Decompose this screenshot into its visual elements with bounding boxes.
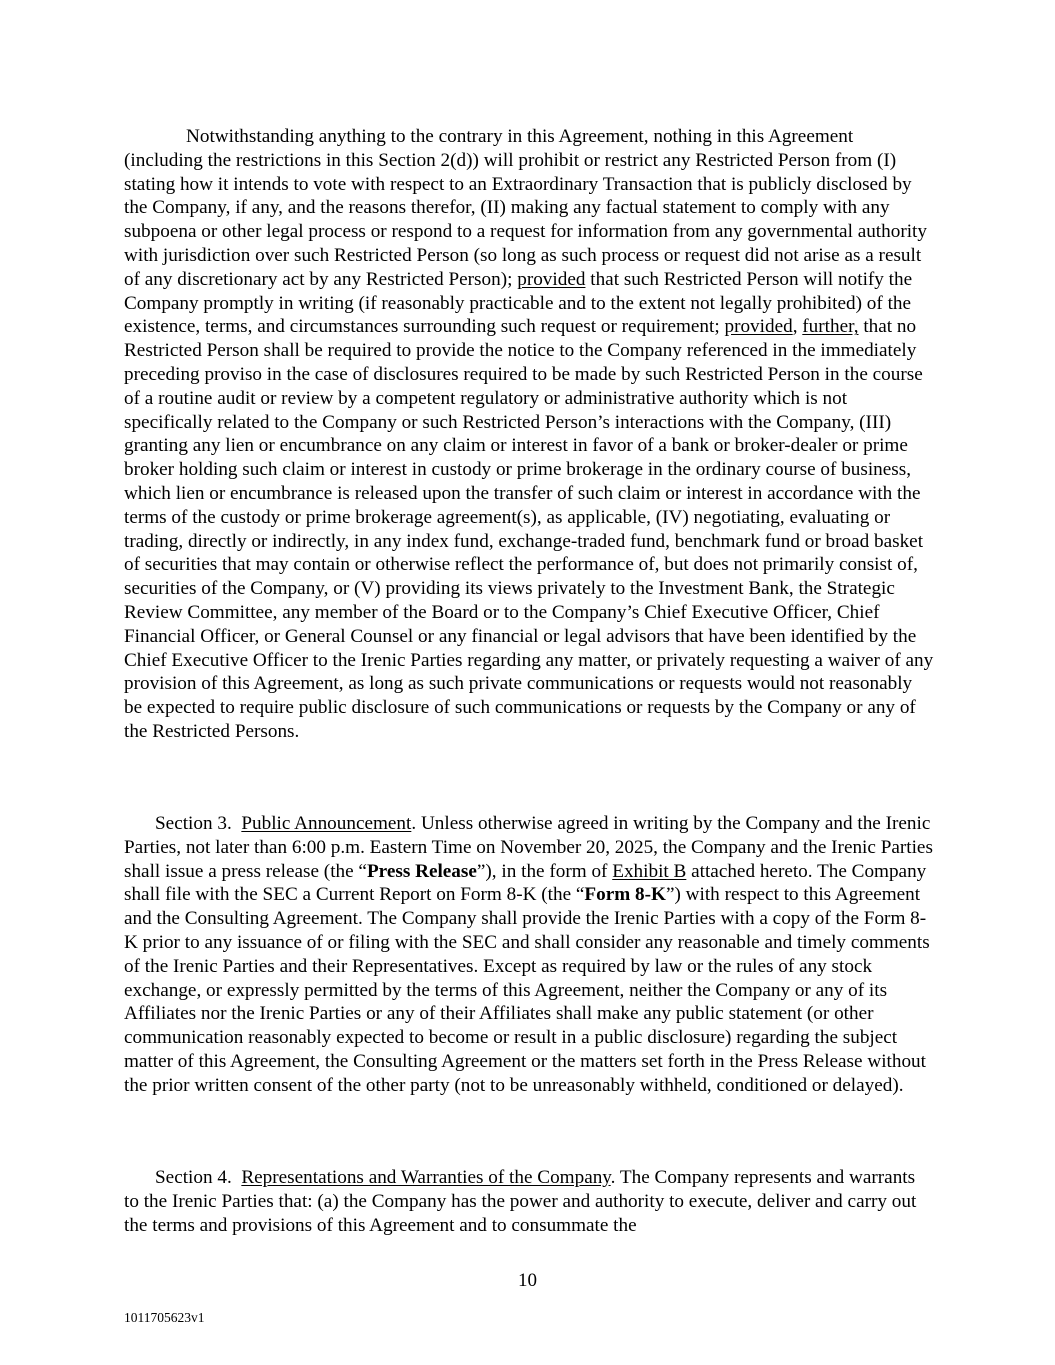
paragraph-text: Notwithstanding anything to the contrary in this Agreement, nothing in this Agreement (including the restrictions in this Section 2(d)) will prohibit or restrict any Restricted Person from (I) stating how it intends to vote with respect to an Extraordinary Transaction that is publicly disclosed by the Company, if any, and the reasons therefor, (II) making any factual statement to comply with any subpoena or other legal process or respond to a request for information from any governmental authority with jurisdiction over such Restricted Person (so long as such process or request did not arise as a result of any discretionary act by any Restricted Person); xyxy=(124,126,927,290)
section-number: Section 3. xyxy=(155,813,232,834)
defined-term-form-8k: Form 8-K xyxy=(584,884,666,906)
section-number: Section 4. xyxy=(155,1167,232,1188)
document-id: 1011705623v1 xyxy=(124,1310,205,1325)
further-term: further, xyxy=(802,316,859,338)
paragraph-text: . Unless otherwise agreed in writing by the Company and the Irenic Parties, not later than 6:00 p.m. Eastern Time on November 20, 2025, the Company and the Irenic Parties shall issue a press release (the “ xyxy=(124,813,933,882)
paragraph-text: ”), in the form of xyxy=(476,860,613,882)
paragraph-text: that no Restricted Person shall be required to provide the notice to the Company referenced in the immediately preceding proviso in the case of disclosures required to be made by such Restricted Person in the course of a routine audit or review by a competent regulatory or administrative authority which is not specifically related to the Company or such Restricted Person’s interactions with the Company, (III) granting any lien or encumbrance on any claim or interest in favor of a bank or broker-dealer or prime broker holding such claim or interest in custody or prime brokerage in the ordinary course of business, which lien or encumbrance is released upon the transfer of such claim or interest in accordance with the terms of the custody or prime brokerage agreement(s), as applicable, (IV) negotiating, evaluating or trading, directly or indirectly, in any index fund, exchange-traded fund, benchmark fund or broad basket of securities that may contain or otherwise reflect the performance of, but does not primarily consist of, securities of the Company, or (V) providing its views privately to the Investment Bank, the Strategic Review Committee, any member of the Board or to the Company’s Chief Executive Officer, Chief Financial Officer, or General Counsel or any financial or legal advisors that have been identified by the Chief Executive Officer to the Irenic Parties regarding any matter, or privately requesting a waiver of any provision of this Agreement, as long as such private communications or requests would not reasonably be expected to require public disclosure of such communications or requests by the Company or any of the Restricted Persons. xyxy=(124,316,934,742)
section-heading: Public Announcement xyxy=(241,813,412,834)
section-3-paragraph xyxy=(124,812,934,1098)
section-heading: Representations and Warranties of the Company xyxy=(241,1167,611,1188)
paragraph-notwithstanding xyxy=(124,125,934,744)
section-4-paragraph xyxy=(124,1166,934,1237)
paragraph-text: attached hereto. The Company shall file with the SEC a Current Report on Form 8-K (the “ xyxy=(124,860,927,906)
punctuation: , xyxy=(792,316,803,338)
provided-term: provided xyxy=(724,316,793,338)
paragraph-text: ”) with respect to this Agreement and the Consulting Agreement. The Company shall provide the Irenic Parties with a copy of the Form 8-K prior to any issuance of or filing with the SEC and shall consider any reasonable and timely comments of the Irenic Parties and their Representatives. Except as required by law or the rules of any stock exchange, or expressly permitted by the terms of this Agreement, neither the Company or any of its Affiliates nor the Irenic Parties or any of their Affiliates shall make any public statement (or other communication reasonably expected to become or result in a public disclosure) regarding the subject matter of this Agreement, the Consulting Agreement or the matters set forth in the Press Release without the prior written consent of the other party (not to be unreasonably withheld, conditioned or delayed). xyxy=(124,884,930,1096)
page-number: 10 xyxy=(518,1270,537,1291)
defined-term-press-release: Press Release xyxy=(366,860,477,882)
provided-term: provided xyxy=(517,268,586,290)
exhibit-b-reference: Exhibit B xyxy=(612,860,687,882)
paragraph-text: . The Company represents and warrants to the Irenic Parties that: (a) the Company has the power and authority to execute, deliver and carry out the terms and provisions of this Agreement and to consummate the xyxy=(124,1167,917,1236)
paragraph-text: that such Restricted Person will notify the Company promptly in writing (if reasonably practicable and to the extent not legally prohibited) of the existence, terms, and circumstances surrounding such request or requirement; xyxy=(124,268,913,338)
